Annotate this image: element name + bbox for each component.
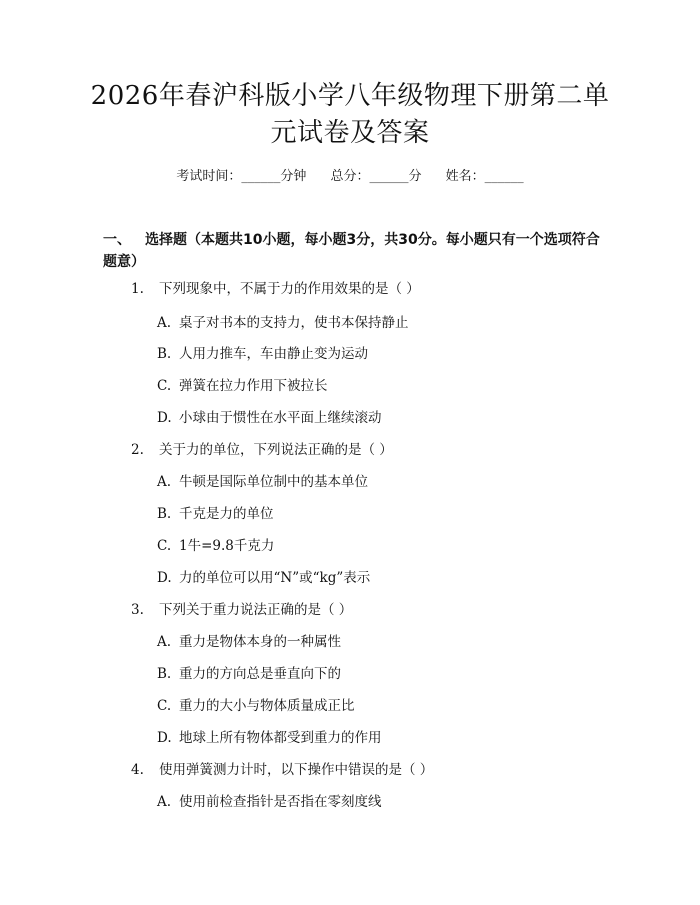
total-score-field: 总分：______分 [330,169,422,184]
option-text: 1牛=9.8千克力 [179,538,275,554]
option-label: B. [157,666,172,682]
question-4 [131,761,433,779]
option-text: 地球上所有物体都受到重力的作用 [179,730,382,746]
question-2-option-d [157,569,370,587]
exam-time-field: 考试时间：______分钟 [176,169,307,184]
option-text: 重力的大小与物体质量成正比 [179,698,355,714]
option-text: 弹簧在拉力作用下被拉长 [179,378,328,394]
question-number: 2. [131,442,144,458]
option-label: D. [157,730,172,746]
question-4-option-a [157,793,382,811]
question-text: 使用弹簧测力计时，以下操作中错误的是（ ） [159,762,434,778]
option-label: D. [157,410,172,426]
option-text: 桌子对书本的支持力，使书本保持静止 [179,315,409,331]
question-2-option-a [157,473,368,491]
question-number: 1. [131,281,144,297]
question-1-option-b [157,345,368,363]
option-label: C. [157,378,172,394]
question-3-option-a [157,633,341,651]
option-label: B. [157,506,172,522]
option-text: 重力的方向总是垂直向下的 [179,666,341,682]
option-text: 使用前检查指针是否指在零刻度线 [179,794,382,810]
question-1 [131,280,420,298]
question-text: 关于力的单位，下列说法正确的是（ ） [159,442,393,458]
option-text: 重力是物体本身的一种属性 [179,634,341,650]
option-label: D. [157,570,172,586]
option-label: B. [157,346,172,362]
question-number: 3. [131,602,144,618]
option-label: A. [157,315,172,331]
question-1-option-c [157,377,328,395]
page-title: 2026年春沪科版小学八年级物理下册第二单元试卷及答案 [90,81,610,148]
section-heading-text: 选择题（本题共10小题，每小题3分，共30分。每小题只有一个选项符合题意） [103,232,600,270]
option-label: A. [157,474,172,490]
question-number: 4. [131,762,144,778]
exam-meta [0,168,700,186]
option-text: 力的单位可以用“N”或“kg”表示 [179,570,371,586]
option-text: 人用力推车，车由静止变为运动 [179,346,368,362]
question-3 [131,601,352,619]
section-heading-choice [103,229,603,273]
question-3-option-d [157,729,382,747]
question-3-option-b [157,665,341,683]
question-2 [131,441,393,459]
option-text: 千克是力的单位 [179,506,274,522]
option-text: 小球由于惯性在水平面上继续滚动 [179,410,382,426]
question-2-option-c [157,537,274,555]
question-text: 下列关于重力说法正确的是（ ） [159,602,353,618]
question-1-option-a [157,314,409,332]
section-number: 一、 [103,232,131,248]
option-label: C. [157,538,172,554]
question-text: 下列现象中，不属于力的作用效果的是（ ） [159,281,420,297]
option-text: 牛顿是国际单位制中的基本单位 [179,474,368,490]
question-1-option-d [157,409,382,427]
option-label: A. [157,794,172,810]
option-label: A. [157,634,172,650]
student-name-field: 姓名：______ [445,169,524,184]
question-2-option-b [157,505,274,523]
option-label: C. [157,698,172,714]
question-3-option-c [157,697,355,715]
